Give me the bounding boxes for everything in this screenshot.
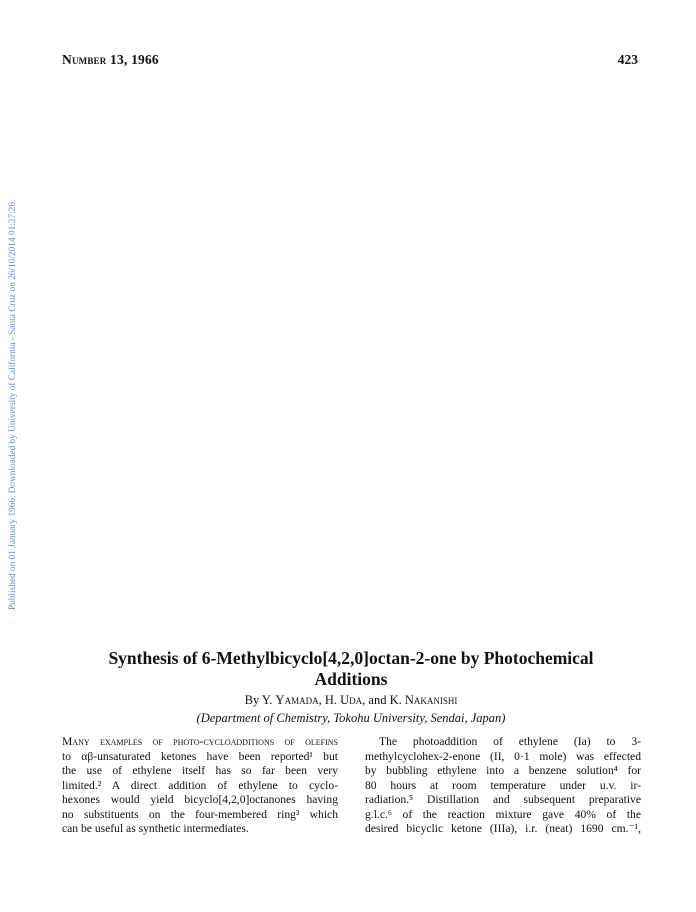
body-line: no substituents on the four-membered ring³ which <box>62 807 338 821</box>
body-line: limited.² A direct addition of ethylene to cyclo- <box>62 778 338 792</box>
byline-prefix: By Y. <box>244 693 273 707</box>
issue-year: 13, 1966 <box>110 52 159 67</box>
body-line-text: Many examples of photo-cycloadditions of olefins <box>62 735 338 748</box>
body-line: by bubbling ethylene into a benzene solution⁴ for <box>365 764 641 777</box>
body-line: desired bicyclic ketone (IIIa), i.r. (neat) 1690 cm.⁻¹, <box>365 822 641 835</box>
download-notice-text: Published on 01 January 1966. Downloaded by University of California - Santa Cruz on 26/10/2014 01:27:26. <box>8 199 18 610</box>
running-header <box>62 52 159 68</box>
body-line: radiation.⁵ Distillation and subsequent preparative <box>365 793 641 806</box>
byline-separator: , and K. <box>362 693 402 707</box>
body-line: to αβ-unsaturated ketones have been reported¹ but <box>62 749 338 763</box>
affiliation: (Department of Chemistry, Tokohu University, Sendai, Japan) <box>196 711 506 725</box>
body-line: hexones would yield bicyclo[4,2,0]octanones having <box>62 793 338 806</box>
author-byline <box>62 692 640 708</box>
body-line: 80 hours at room temperature under u.v. ir- <box>365 778 641 792</box>
body-line: the use of ethylene itself has so far been very <box>62 764 338 777</box>
title-line: Synthesis of 6-Methylbicyclo[4,2,0]octan-2-one by Photochemical <box>108 648 594 668</box>
body-line: The photoaddition of ethylene (Ia) to 3- <box>379 735 641 748</box>
body-line: can be useful as synthetic intermediates. <box>62 822 249 835</box>
page-number: 423 <box>617 52 638 67</box>
body-line: methylcyclohex-2-enone (II, 0·1 mole) was effected <box>365 749 641 763</box>
journal-number-label: Number <box>62 52 107 67</box>
author-name: Uda <box>340 693 363 707</box>
article-title <box>62 648 640 690</box>
body-line <box>62 735 338 750</box>
author-name: Nakanishi <box>404 693 458 707</box>
byline-separator: , H. <box>318 693 337 707</box>
body-column-left <box>62 735 338 837</box>
body-line: g.l.c.⁶ of the reaction mixture gave 40% of the <box>365 807 641 821</box>
body-column-right <box>365 735 641 837</box>
download-notice <box>6 104 23 610</box>
author-name: Yamada <box>275 693 319 707</box>
title-line: Additions <box>314 669 388 689</box>
